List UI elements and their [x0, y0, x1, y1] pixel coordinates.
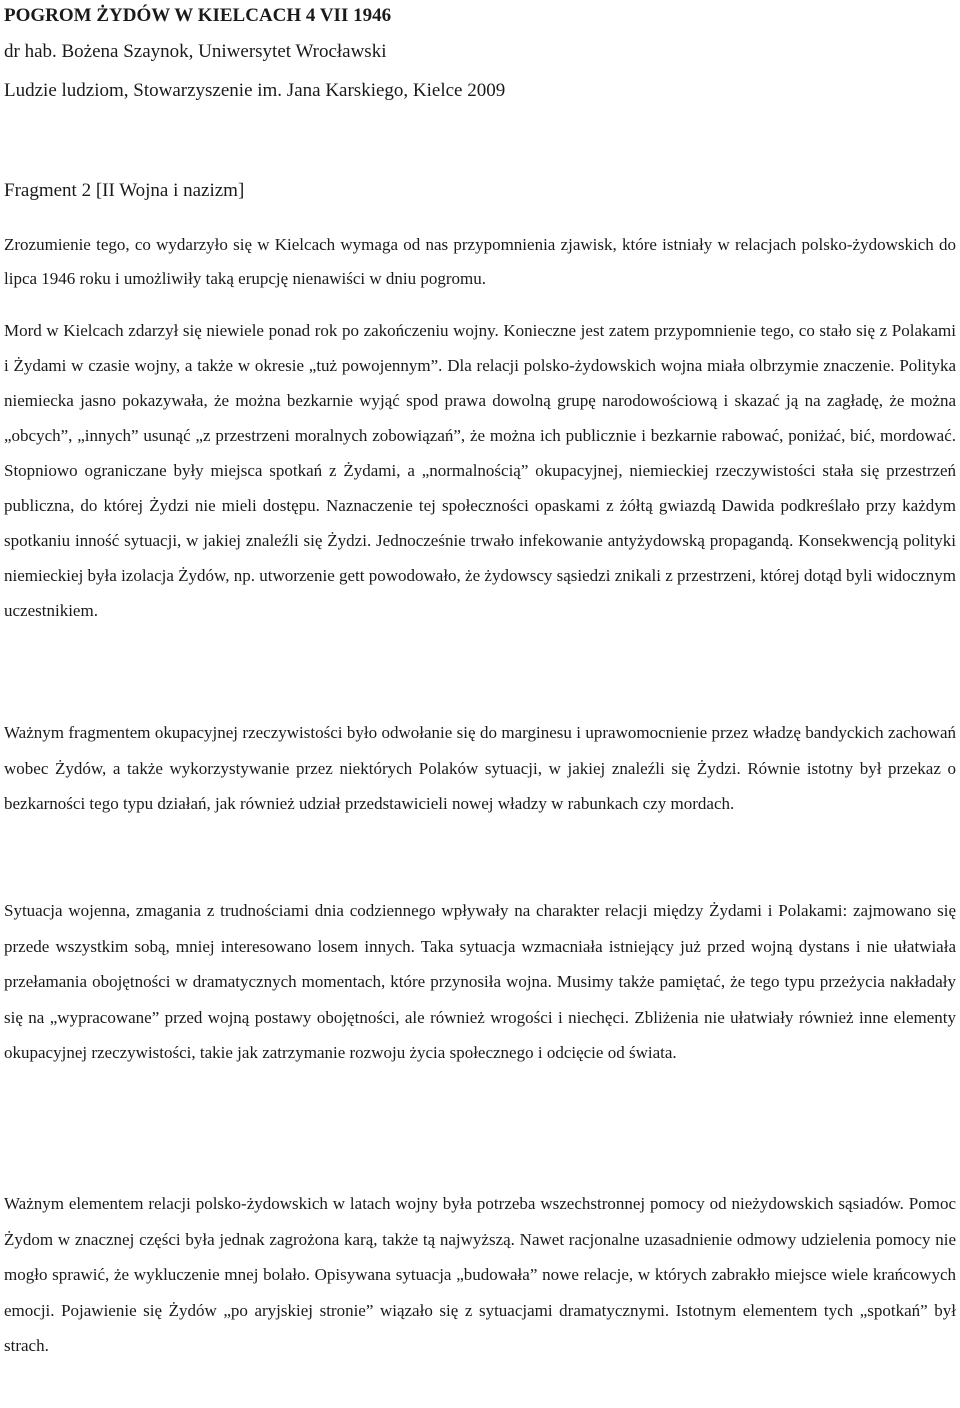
document-author: dr hab. Bożena Szaynok, Uniwersytet Wrocławski — [4, 41, 387, 62]
document-title: POGROM ŻYDÓW W KIELCACH 4 VII 1946 — [4, 5, 392, 26]
document-publisher: Ludzie ludziom, Stowarzyszenie im. Jana Karskiego, Kielce 2009 — [4, 80, 506, 101]
paragraph-1: Zrozumienie tego, co wydarzyło się w Kielcach wymaga od nas przypomnienia zjawisk, które istniały w relacjach polsko-żydowskich do lipca 1946 roku i umożliwiły taką erupcję nienawiści w dniu pogromu. — [4, 235, 956, 288]
fragment-heading: Fragment 2 [II Wojna i nazizm] — [4, 180, 245, 201]
paragraph-2: Mord w Kielcach zdarzył się niewiele ponad rok po zakończeniu wojny. Konieczne jest zatem przypomnienie tego, co stało się z Polakami i Żydami w czasie wojny, a także w okresie „tuż powojennym”. Dla relacji polsko-żydowskich wojna miała olbrzymie znaczenie. Polityka niemiecka jasno pokazywała, że można bezkarnie wyjąć spod prawa dowolną grupę narodowościową i skazać ją na zagładę, że można „obcych”, „innych” usunąć „z przestrzeni moralnych zobowiązań”, że można ich publicznie i bezkarnie rabować, poniżać, bić, mordować. Stopniowo ograniczane były miejsca spotkań z Żydami, a „normalnością” okupacyjnej, niemieckiej rzeczywistości stała się przestrzeń publiczna, do której Żydzi nie mieli dostępu. Naznaczenie tej społeczności opaskami z żółtą gwiazdą Dawida podkreślało przy każdym spotkaniu inność sytuacji, w jakiej znaleźli się Żydzi. Jednocześnie trwało infekowanie antyżydowską propagandą. Konsekwencją polityki niemieckiej była izolacja Żydów, np. utworzenie gett powodowało, że żydowscy sąsiedzi znikali z przestrzeni, której dotąd byli widocznym uczestnikiem. — [4, 321, 956, 620]
paragraph-5: Ważnym elementem relacji polsko-żydowskich w latach wojny była potrzeba wszechstronnej pomocy od nieżydowskich sąsiadów. Pomoc Żydom w znacznej części była jednak zagrożona karą, także tą najwyższą. Nawet racjonalne uzasadnienie odmowy udzielenia pomocy nie mogło sprawić, że wykluczenie mnej bolało. Opisywana sytuacja „budowała” nowe relacje, w których zabrakło miejsce wiele krańcowych emocji. Pojawienie się Żydów „po aryjskiej stronie” wiązało się z sytuacjami dramatycznymi. Istotnym elementem tych „spotkań” był strach. — [4, 1194, 956, 1355]
paragraph-3: Ważnym fragmentem okupacyjnej rzeczywistości było odwołanie się do marginesu i uprawomocnienie przez władzę bandyckich zachowań wobec Żydów, a także wykorzystywanie przez niektórych Polaków sytuacji, w jakiej znaleźli się Żydzi. Równie istotny był przekaz o bezkarności tego typu działań, jak również udział przedstawicieli nowej władzy w rabunkach czy mordach. — [4, 723, 956, 813]
paragraph-4: Sytuacja wojenna, zmagania z trudnościami dnia codziennego wpływały na charakter relacji między Żydami i Polakami: zajmowano się przede wszystkim sobą, mniej interesowano losem innych. Taka sytuacja wzmacniała istniejący już przed wojną dystans i nie ułatwiała przełamania obojętności w dramatycznych momentach, które przynosiła wojna. Musimy także pamiętać, że tego typu przeżycia nakładały się na „wypracowane” przed wojną postawy obojętności, ale również wrogości i niechęci. Zbliżenia nie ułatwiały również inne elementy okupacyjnej rzeczywistości, takie jak zatrzymanie rozwoju życia społecznego i odcięcie od świata. — [4, 901, 956, 1062]
